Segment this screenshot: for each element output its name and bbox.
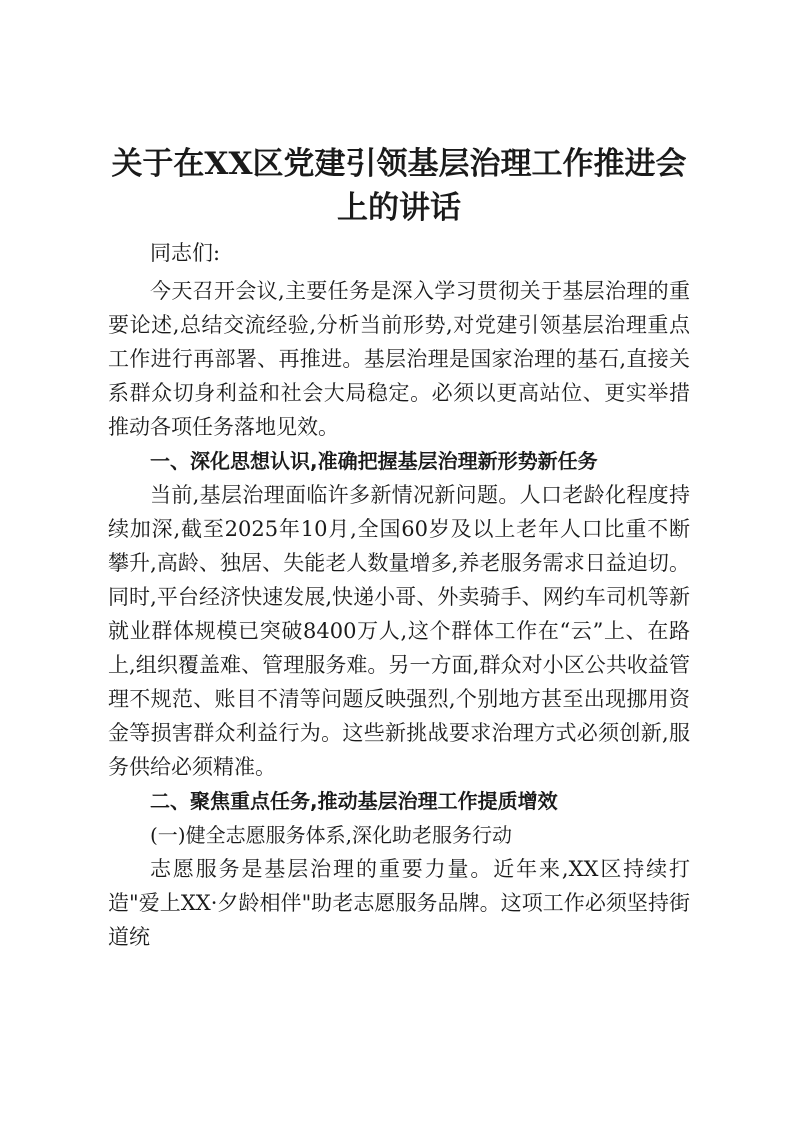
- subsection-heading-1: (一)健全志愿服务体系,深化助老服务行动: [150, 823, 512, 847]
- document-page: [108, 142, 690, 954]
- intro-paragraph: 今天召开会议,主要任务是深入学习贯彻关于基层治理的重要论述,总结交流经验,分析当前形势,对党建引领基层治理重点工作进行再部署、再推进。基层治理是国家治理的基石,直接关系群众切身利益和社会大局稳定。必须以更高站位、更实举措推动各项任务落地见效。: [108, 279, 690, 439]
- section-2-paragraph: 志愿服务是基层治理的重要力量。近年来,XX区持续打造"爱上XX·夕龄相伴"助老志愿服务品牌。这项工作必须坚持街道统: [108, 857, 690, 949]
- salutation: 同志们:: [150, 241, 221, 265]
- section-heading-1: 一、深化思想认识,准确把握基层治理新形势新任务: [150, 449, 598, 473]
- section-1-paragraph: 当前,基层治理面临许多新情况新问题。人口老龄化程度持续加深,截至2025年10月,全国60岁及以上老年人口比重不断攀升,高龄、独居、失能老人数量增多,养老服务需求日益迫切。同时,平台经济快速发展,快递小哥、外卖骑手、网约车司机等新就业群体规模已突破8400万人,这个群体工作在“云”上、在路上,组织覆盖难、管理服务难。另一方面,群众对小区公共收益管理不规范、账目不清等问题反映强烈,个别地方甚至出现挪用资金等损害群众利益行为。这些新挑战要求治理方式必须创新,服务供给必须精准。: [108, 483, 690, 779]
- document-title: 关于在XX区党建引领基层治理工作推进会上的讲话: [111, 146, 687, 226]
- section-heading-2: 二、聚焦重点任务,推动基层治理工作提质增效: [150, 789, 558, 813]
